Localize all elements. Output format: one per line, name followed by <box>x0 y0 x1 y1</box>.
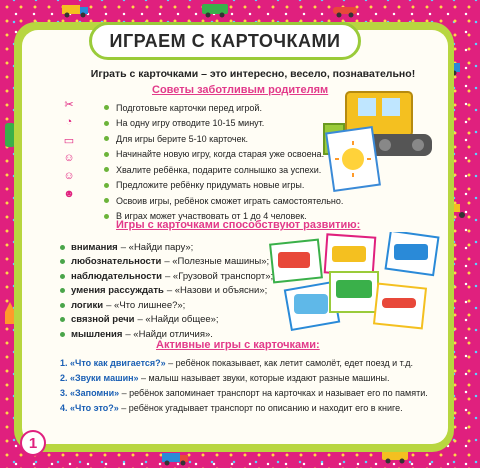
list-item: Начинайте новую игру, когда старая уже освоена. <box>104 147 344 163</box>
development-heading: Игры с карточками способствуют развитию: <box>116 219 361 231</box>
list-item: 3. «Запомни» – ребёнок запоминает транспорт на карточках и называет его по памяти. <box>60 388 428 398</box>
list-item: 1. «Что как двигается?» – ребёнок показывает, как летит самолёт, едет поезд и т.д. <box>60 358 414 368</box>
list-item: 4. «Что это?» – ребёнок угадывает транспорт по описанию и находит его в книге. <box>60 403 403 413</box>
car-icon <box>330 2 360 18</box>
smile-icon: ☺ <box>63 152 75 164</box>
title-tab <box>89 22 361 60</box>
side-icons <box>58 98 80 206</box>
smile-icon: ☺ <box>63 170 75 182</box>
people-icon: ☻ <box>63 188 75 200</box>
cards-icon: ▭ <box>63 135 75 147</box>
development-list <box>60 240 300 342</box>
list-item: мышления – «Найди отличия». <box>60 327 300 342</box>
page-title: ИГРАЕМ С КАРТОЧКАМИ <box>109 30 341 51</box>
list-item: Хвалите ребёнка, подарите солнышко за успехи. <box>104 162 344 178</box>
active-games-heading: Активные игры с карточками: <box>156 339 320 351</box>
list-item: Предложите ребёнку придумать новые игры. <box>104 178 344 194</box>
sun-card-icon <box>318 86 442 196</box>
list-item: умения рассуждать – «Назови и объясни»; <box>60 284 300 299</box>
list-item: В играх может участвовать от 1 до 4 человек. <box>104 209 344 225</box>
page-number: 1 <box>20 430 46 456</box>
list-item: логики – «Что лишнее?»; <box>60 298 300 313</box>
list-item: 2. «Звуки машин» – малыш называет звуки, которые издают разные машины. <box>60 373 390 383</box>
intro-text: Играть с карточками – это интересно, весело, познавательно! <box>90 68 416 80</box>
vehicle-cards-illustration <box>268 232 446 340</box>
tips-list <box>104 100 344 224</box>
truck-icon <box>160 450 190 466</box>
list-item: внимания – «Найди пару»; <box>60 240 300 255</box>
active-games-list <box>60 358 430 418</box>
bus-icon <box>200 2 230 18</box>
list-item: Освоив игры, ребёнок сможет играть самостоятельно. <box>104 193 344 209</box>
list-item: Подготовьте карточки перед игрой. <box>104 100 344 116</box>
truck-icon <box>60 2 90 18</box>
list-item: любознательности – «Полезные машины»; <box>60 255 300 270</box>
list-item: связной речи – «Найди общее»; <box>60 313 300 328</box>
clock-icon: ◔ <box>65 116 73 128</box>
list-item: наблюдательности – «Грузовой транспорт»; <box>60 269 300 284</box>
tips-heading: Советы заботливым родителям <box>152 84 329 96</box>
list-item: На одну игру отводите 10-15 минут. <box>104 116 344 132</box>
list-item: Для игры берите 5-10 карточек. <box>104 131 344 147</box>
scissors-icon: ✂ <box>64 99 74 111</box>
